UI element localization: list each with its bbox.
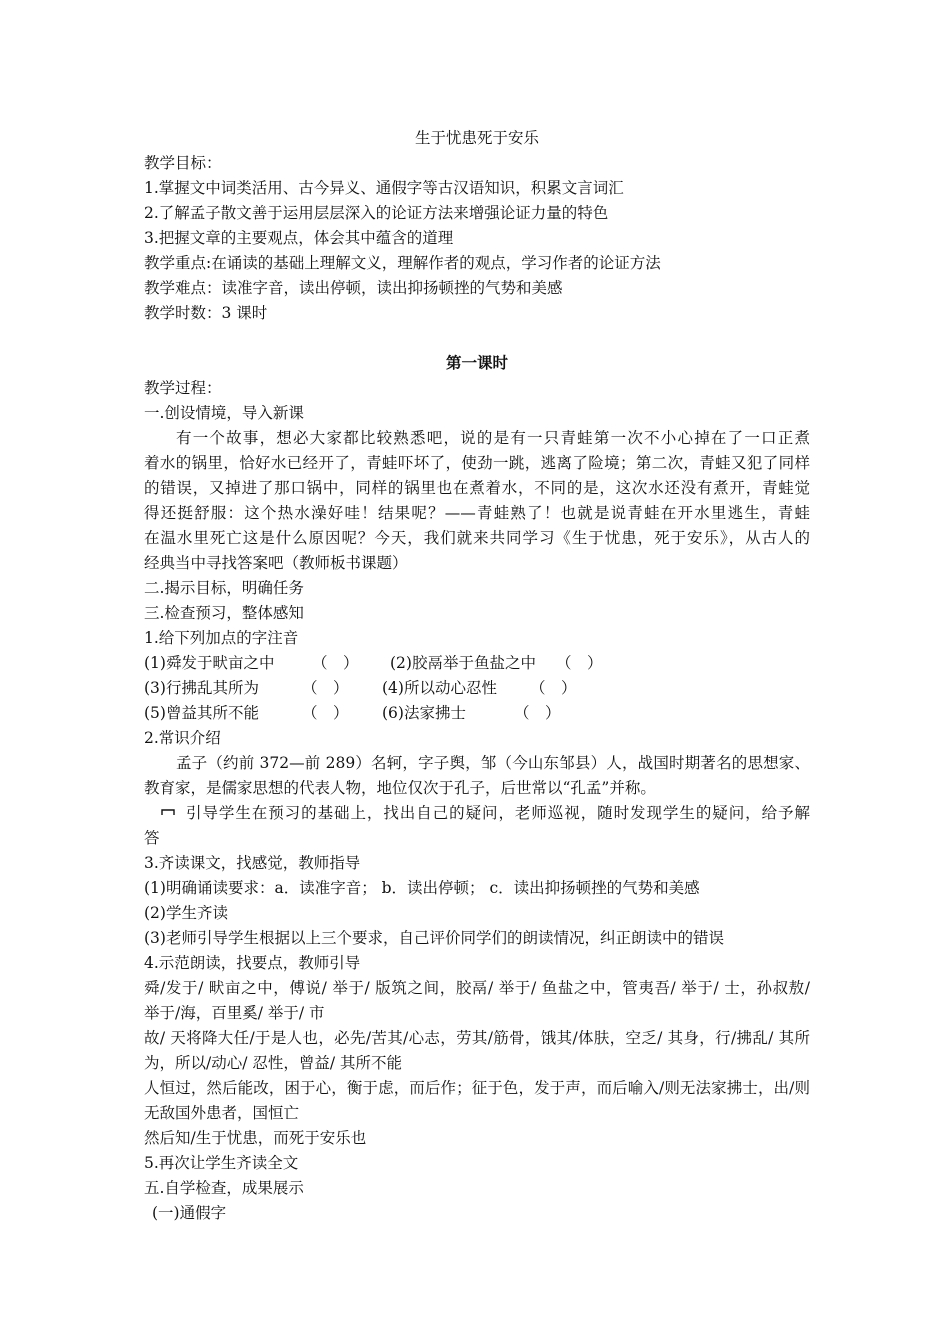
- lesson-heading: 第一课时: [445, 353, 508, 372]
- sub-item: (1)明确诵读要求：a．读准字音； b．读出停顿； c．读出抑扬顿挫的气势和美感: [144, 879, 700, 897]
- reading-line: 无敌国外患者，国恒亡: [144, 1104, 300, 1122]
- reading-line: 人恒过，然后能改，困于心，衡于虑，而后作；征于色，发于声，而后喻入/则无法家拂士，出/则: [144, 1079, 810, 1097]
- sub-item: (2)学生齐读: [144, 904, 228, 922]
- objective-item: 2.了解孟子散文善于运用层层深入的论证方法来增强论证力量的特色: [144, 204, 609, 222]
- phonetic-question: (2)胶鬲举于鱼盐之中: [390, 654, 536, 672]
- story-line: 有一个故事，想必大家都比较熟悉吧，说的是有一只青蛙第一次不小心掉在了一口正煮: [176, 429, 810, 447]
- story-line: 得还挺舒服：这个热水澡好哇！结果呢？——青蛙熟了！也就是说青蛙在开水里逃生，青蛙: [144, 504, 810, 522]
- answer-blank: （ ）: [530, 679, 577, 697]
- objectives-heading: 教学目标：: [144, 154, 222, 172]
- story-line: 在温水里死亡这是什么原因呢？今天，我们就来共同学习《生于忧患，死于安乐》，从古人的: [144, 529, 810, 547]
- phonetic-question: (4)所以动心忍性: [382, 679, 497, 697]
- reading-line: 舜/发于/ 畎亩之中，傅说/ 举于/ 版筑之间，胶鬲/ 举于/ 鱼盐之中，管夷吾/ 举于/ 士，孙叔敖/: [144, 979, 810, 997]
- guide-line: 答: [144, 829, 160, 847]
- guide-line: 引导学生在预习的基础上，找出自己的疑问，老师巡视，随时发现学生的疑问，给予解: [186, 804, 810, 822]
- section-heading: 三.检查预习，整体感知: [144, 604, 304, 622]
- sub-heading: (一)通假字: [152, 1204, 227, 1222]
- teaching-hours: 教学时数：3 课时: [144, 304, 268, 322]
- difficulty: 教学难点：读准字音，读出停顿，读出抑扬顿挫的气势和美感: [144, 279, 563, 297]
- reading-line: 然后知/生于忧患，而死于安乐也: [144, 1129, 367, 1147]
- objective-item: 1.掌握文中词类活用、古今异义、通假字等古汉语知识，积累文言词汇: [144, 179, 624, 197]
- answer-blank: （ ）: [514, 704, 561, 722]
- story-line: 的错误，又掉进了那口锅中，同样的锅里也在煮着水，不同的是，这次水还没有煮开，青蛙觉: [144, 479, 810, 497]
- sub-item: (3)老师引导学生根据以上三个要求，自己评价同学们的朗读情况，纠正朗读中的错误: [144, 929, 724, 947]
- answer-blank: （ ）: [312, 654, 359, 672]
- item-heading: 1.给下列加点的字注音: [144, 629, 299, 647]
- reading-line: 为，所以/动心/ 忍性，曾益/ 其所不能: [144, 1054, 403, 1072]
- item-heading: 2.常识介绍: [144, 729, 221, 747]
- section-heading: 一.创设情境，导入新课: [144, 404, 304, 422]
- item-heading: 3.齐读课文，找感觉，教师指导: [144, 854, 361, 872]
- mencius-intro-line: 孟子（约前 372—前 289）名轲，字子舆，邹（今山东邹县）人，战国时期著名的思想家、: [176, 754, 810, 772]
- story-line: 经典当中寻找答案吧（教师板书课题）: [144, 554, 408, 572]
- objective-item: 3.把握文章的主要观点，体会其中蕴含的道理: [144, 229, 454, 247]
- answer-blank: （ ）: [302, 679, 349, 697]
- reading-line: 举于/海，百里奚/ 举于/ 市: [144, 1004, 325, 1022]
- phonetic-question: (1)舜发于畎亩之中: [144, 654, 275, 672]
- phonetic-question: (6)法家拂士: [382, 704, 466, 722]
- section-heading: 二.揭示目标，明确任务: [144, 579, 304, 597]
- item-heading: 4.示范朗读，找要点，教师引导: [144, 954, 361, 972]
- answer-blank: （ ）: [556, 654, 603, 672]
- document-title: 生于忧患死于安乐: [414, 129, 539, 147]
- item-heading: 5.再次让学生齐读全文: [144, 1154, 299, 1172]
- section-heading: 五.自学检查，成果展示: [144, 1179, 304, 1197]
- answer-blank: （ ）: [302, 704, 349, 722]
- mencius-intro-line: 教育家，是儒家思想的代表人物，地位仅次于孔子，后世常以“孔孟”并称。: [144, 779, 656, 797]
- phonetic-question: (5)曾益其所不能: [144, 704, 259, 722]
- phonetic-question: (3)行拂乱其所为: [144, 679, 259, 697]
- story-line: 着水的锅里，恰好水已经开了，青蛙吓坏了，使劲一跳，逃离了险境；第二次，青蛙又犯了同样: [144, 454, 810, 472]
- paragraph-mark-icon: [161, 808, 175, 816]
- process-heading: 教学过程：: [144, 379, 222, 397]
- reading-line: 故/ 天将降大任/于是人也，必先/苦其/心志，劳其/筋骨，饿其/体肤，空乏/ 其身，行/拂乱/ 其所: [144, 1029, 810, 1047]
- key-point: 教学重点:在诵读的基础上理解文义，理解作者的观点，学习作者的论证方法: [144, 254, 661, 272]
